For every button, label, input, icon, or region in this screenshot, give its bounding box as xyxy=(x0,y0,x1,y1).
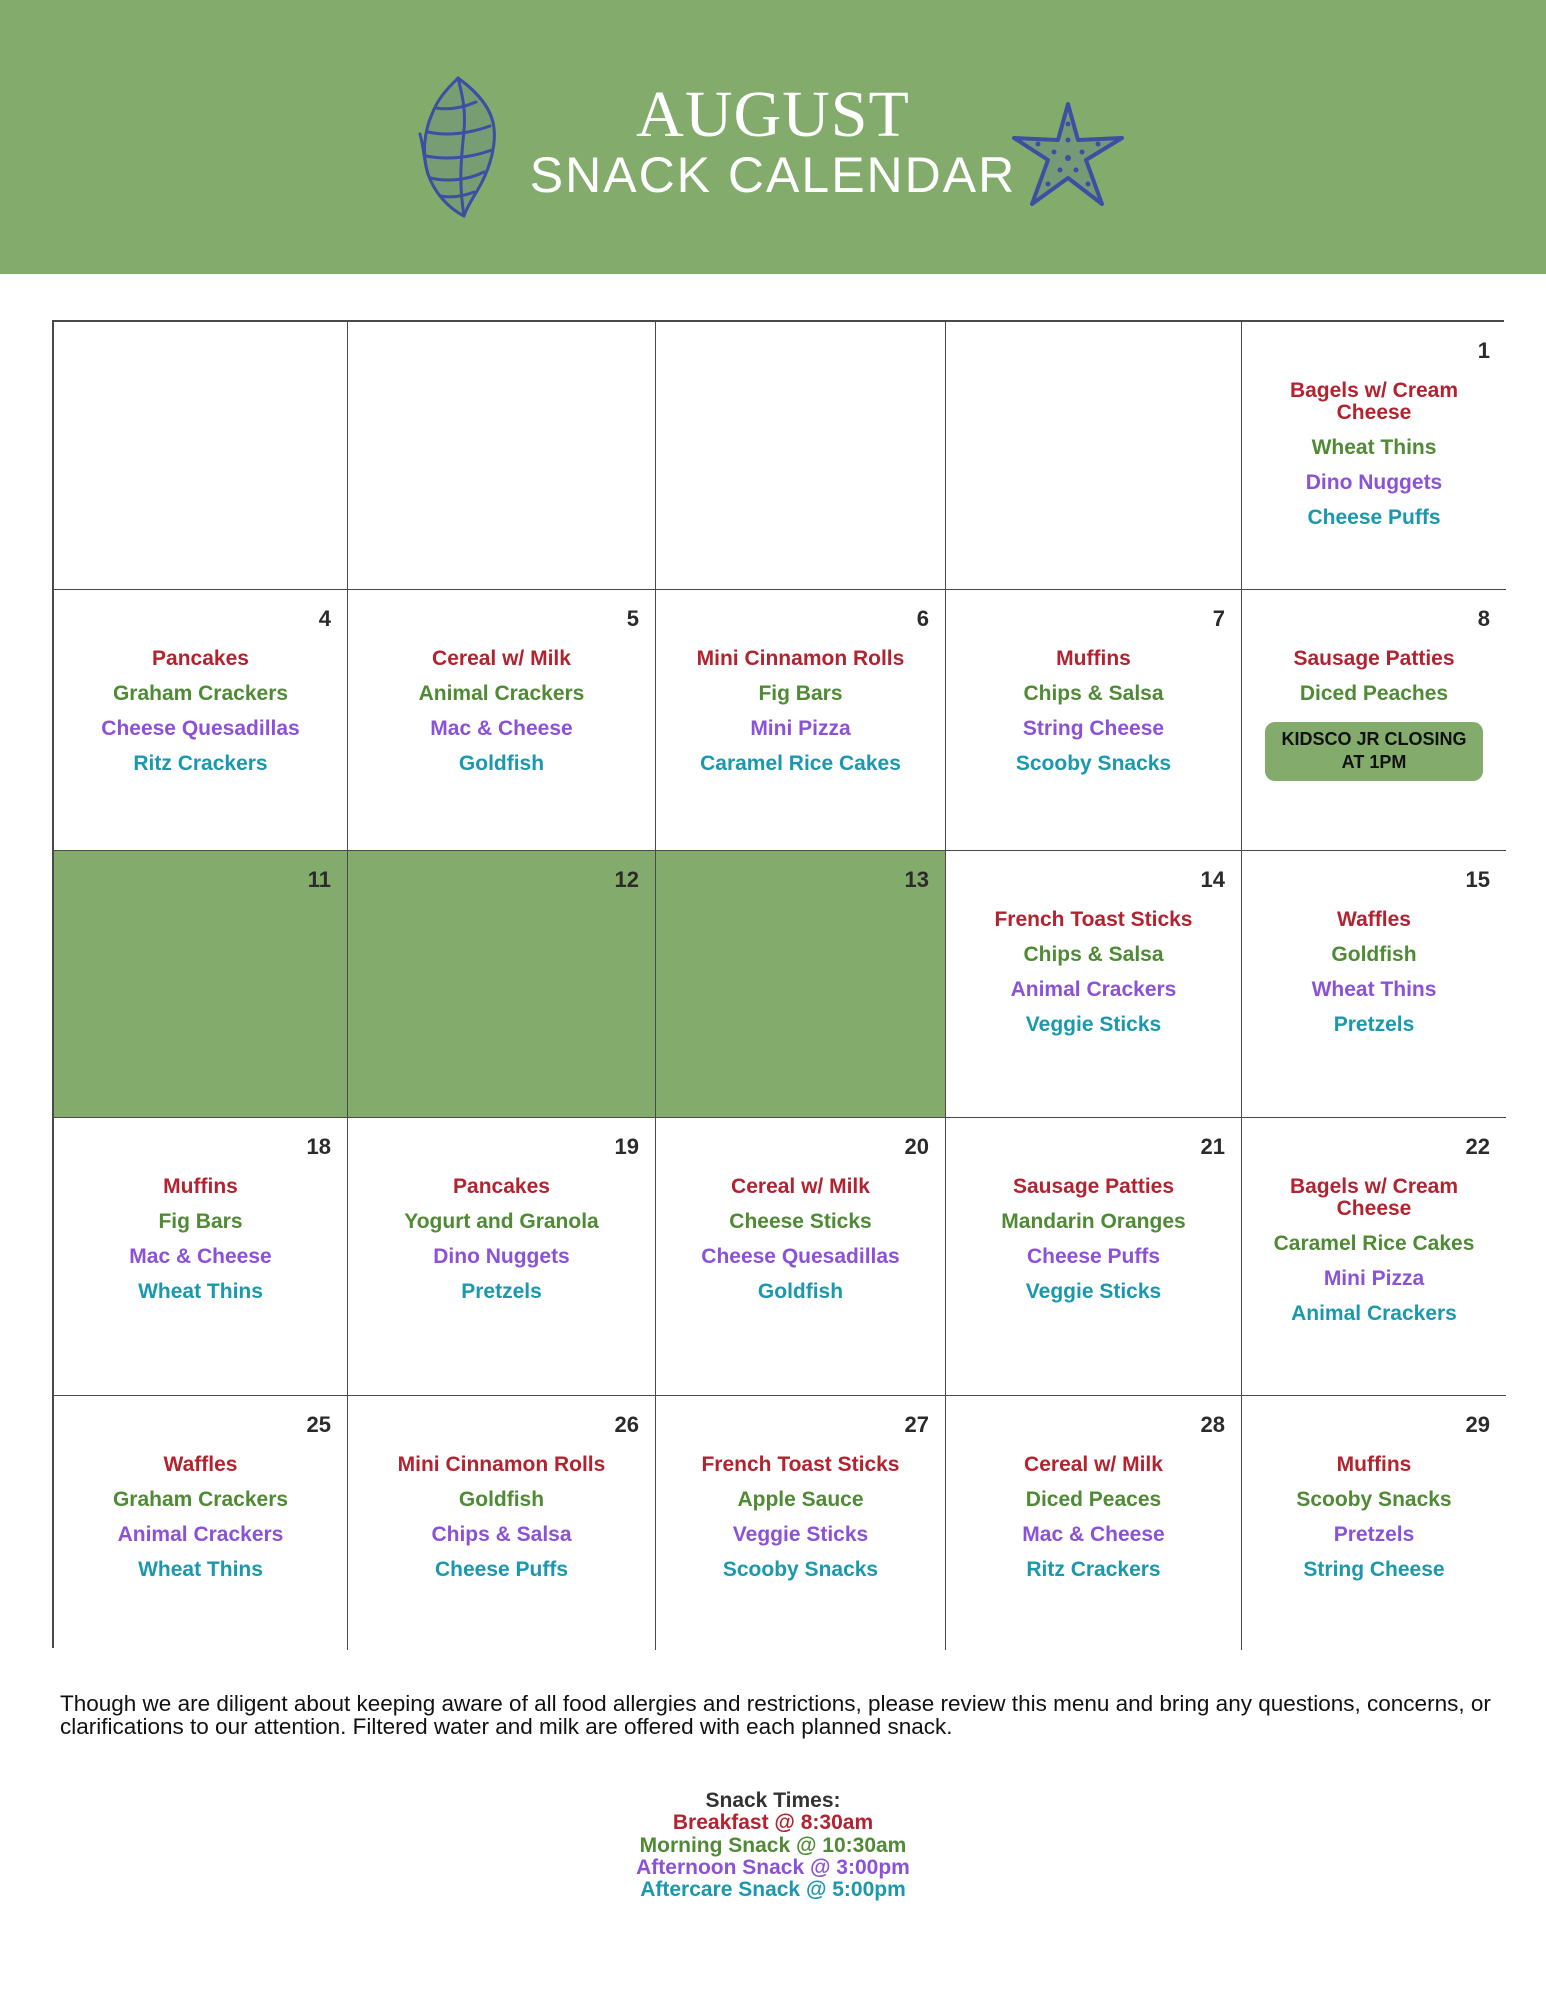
snack-item: Animal Crackers xyxy=(117,1523,284,1547)
snack-item: Chips & Salsa xyxy=(1023,682,1164,706)
snack-list xyxy=(62,1454,339,1594)
snack-item: Pretzels xyxy=(1333,1523,1415,1547)
snack-list xyxy=(1250,648,1498,781)
snack-item: Animal Crackers xyxy=(418,682,585,706)
snack-item: Pancakes xyxy=(453,1175,550,1198)
closing-badge: KIDSCO JR CLOSING AT 1PM xyxy=(1265,722,1483,781)
day-number: 11 xyxy=(307,867,331,892)
snack-item: Bagels w/ Cream Cheese xyxy=(1289,379,1459,425)
snack-item: Mini Pizza xyxy=(1323,1267,1425,1291)
day-number: 4 xyxy=(318,606,331,631)
day-cell xyxy=(656,322,946,590)
day-cell xyxy=(1242,322,1506,590)
snack-item: Cheese Sticks xyxy=(729,1210,872,1234)
snack-item: Cheese Puffs xyxy=(434,1558,569,1582)
snack-item: Yogurt and Granola xyxy=(404,1210,599,1234)
snack-item: Fig Bars xyxy=(758,682,843,706)
snack-times xyxy=(0,1790,1546,1901)
snack-item: Veggie Sticks xyxy=(1025,1280,1162,1304)
snack-item: French Toast Sticks xyxy=(994,908,1193,931)
snack-item: Cereal w/ Milk xyxy=(731,1175,870,1198)
snack-item: Veggie Sticks xyxy=(732,1523,869,1547)
day-number: 22 xyxy=(1465,1134,1490,1159)
day-number: 28 xyxy=(1200,1412,1225,1437)
day-cell xyxy=(54,590,348,851)
snack-item: Mac & Cheese xyxy=(430,717,573,741)
day-cell xyxy=(656,590,946,851)
day-number: 26 xyxy=(614,1412,639,1437)
snack-item: Ritz Crackers xyxy=(133,752,268,776)
day-cell xyxy=(656,1118,946,1396)
snack-list xyxy=(954,648,1233,788)
day-cell xyxy=(54,851,348,1118)
snack-list xyxy=(62,1176,339,1316)
snack-item: Wheat Thins xyxy=(1311,978,1437,1002)
snack-item: Apple Sauce xyxy=(737,1488,864,1512)
snack-item: Bagels w/ Cream Cheese xyxy=(1289,1175,1459,1221)
snack-list xyxy=(356,1176,647,1316)
snack-time-aftercare: Aftercare Snack @ 5:00pm xyxy=(640,1878,906,1901)
snack-item: Waffles xyxy=(163,1453,238,1476)
day-cell xyxy=(946,1118,1242,1396)
snack-item: Graham Crackers xyxy=(112,682,289,706)
day-number: 20 xyxy=(904,1134,929,1159)
snack-item: Scooby Snacks xyxy=(1015,752,1172,776)
snack-item: Graham Crackers xyxy=(112,1488,289,1512)
snack-list xyxy=(664,1454,937,1594)
day-number: 13 xyxy=(904,867,929,892)
day-cell xyxy=(54,1396,348,1650)
snack-item: Fig Bars xyxy=(158,1210,243,1234)
day-cell xyxy=(1242,1118,1506,1396)
snack-item: String Cheese xyxy=(1303,1558,1445,1582)
allergy-notice: Though we are diligent about keeping aware of all food allergies and restrictions, please review this menu and bring any questions, concerns, or clarifications to our attention. Filtered water and milk are offered with each planned snack. xyxy=(60,1691,1491,1740)
day-number: 6 xyxy=(916,606,929,631)
snack-item: Cheese Quesadillas xyxy=(701,1245,900,1269)
snack-list xyxy=(1250,909,1498,1049)
snack-list xyxy=(356,648,647,788)
day-number: 7 xyxy=(1212,606,1225,631)
snack-item: Chips & Salsa xyxy=(431,1523,572,1547)
snack-list xyxy=(356,1454,647,1594)
header-banner xyxy=(0,0,1546,274)
day-number: 14 xyxy=(1200,867,1225,892)
day-cell xyxy=(656,851,946,1118)
snack-item: Diced Peaces xyxy=(1025,1488,1162,1512)
snack-item: Cheese Puffs xyxy=(1026,1245,1161,1269)
snack-item: Scooby Snacks xyxy=(1296,1488,1452,1512)
snack-list xyxy=(62,648,339,788)
day-number: 29 xyxy=(1465,1412,1490,1437)
snack-item: Ritz Crackers xyxy=(1026,1558,1161,1582)
snack-item: Goldfish xyxy=(757,1280,844,1304)
snack-item: Mac & Cheese xyxy=(1022,1523,1165,1547)
snack-time-morning: Morning Snack @ 10:30am xyxy=(639,1833,907,1857)
snack-item: Cheese Puffs xyxy=(1307,506,1441,530)
snack-item: Caramel Rice Cakes xyxy=(1273,1232,1475,1256)
day-number: 15 xyxy=(1465,867,1490,892)
day-cell xyxy=(946,1396,1242,1650)
snack-item: Animal Crackers xyxy=(1291,1302,1457,1326)
snack-item: Scooby Snacks xyxy=(722,1558,879,1582)
snack-item: Sausage Patties xyxy=(1012,1175,1175,1198)
snack-list xyxy=(1250,380,1498,542)
snack-item: Goldfish xyxy=(458,1488,545,1512)
snack-item: Caramel Rice Cakes xyxy=(700,752,901,776)
day-cell xyxy=(348,851,656,1118)
page-subtitle: SNACK CALENDAR xyxy=(529,147,1017,203)
snack-item: Mini Cinnamon Rolls xyxy=(696,647,905,670)
snack-item: Wheat Thins xyxy=(1311,436,1437,460)
snack-item: Muffins xyxy=(1336,1453,1412,1476)
snack-item: French Toast Sticks xyxy=(701,1453,900,1476)
snack-list xyxy=(954,909,1233,1049)
day-number: 5 xyxy=(626,606,639,631)
snack-item: Waffles xyxy=(1337,908,1411,931)
snack-item: Mac & Cheese xyxy=(129,1245,272,1269)
snack-item: Dino Nuggets xyxy=(433,1245,570,1269)
day-cell xyxy=(54,1118,348,1396)
snack-item: Chips & Salsa xyxy=(1023,943,1164,967)
snack-time-afternoon: Afternoon Snack @ 3:00pm xyxy=(636,1855,910,1879)
snack-list xyxy=(954,1176,1233,1316)
snack-item: Dino Nuggets xyxy=(1305,471,1443,495)
day-number: 27 xyxy=(904,1412,929,1437)
day-number: 8 xyxy=(1477,606,1490,631)
day-cell xyxy=(348,322,656,590)
day-cell xyxy=(1242,590,1506,851)
snack-item: Pretzels xyxy=(1333,1013,1415,1037)
snack-item: Diced Peaches xyxy=(1299,682,1449,706)
day-number: 25 xyxy=(306,1412,331,1437)
snack-item: Mini Cinnamon Rolls xyxy=(397,1453,606,1476)
snack-item: Veggie Sticks xyxy=(1025,1013,1162,1037)
snack-item: Muffins xyxy=(1056,647,1131,670)
snack-times-title: Snack Times: xyxy=(705,1789,841,1812)
snack-list xyxy=(664,648,937,788)
day-number: 1 xyxy=(1477,338,1490,363)
day-number: 21 xyxy=(1200,1134,1225,1159)
snack-item: Mini Pizza xyxy=(750,717,851,741)
snack-list xyxy=(1250,1176,1498,1338)
snack-item: Wheat Thins xyxy=(138,1280,263,1304)
snack-item: String Cheese xyxy=(1022,717,1165,741)
snack-item: Wheat Thins xyxy=(138,1558,263,1582)
snack-item: Sausage Patties xyxy=(1293,647,1455,670)
day-number: 19 xyxy=(614,1134,639,1159)
day-cell xyxy=(656,1396,946,1650)
day-cell xyxy=(946,851,1242,1118)
snack-item: Cheese Quesadillas xyxy=(101,717,300,741)
day-cell xyxy=(348,1118,656,1396)
day-cell xyxy=(1242,1396,1506,1650)
snack-time-breakfast: Breakfast @ 8:30am xyxy=(672,1811,874,1835)
snack-item: Animal Crackers xyxy=(1010,978,1177,1002)
snack-item: Goldfish xyxy=(1331,943,1417,967)
snack-item: Muffins xyxy=(163,1175,238,1198)
snack-item: Goldfish xyxy=(458,752,545,776)
snack-item: Cereal w/ Milk xyxy=(432,647,571,670)
snack-item: Pancakes xyxy=(152,647,249,670)
day-cell xyxy=(348,590,656,851)
day-cell xyxy=(1242,851,1506,1118)
snack-item: Cereal w/ Milk xyxy=(1024,1453,1163,1476)
day-cell xyxy=(54,322,348,590)
page-title: AUGUST xyxy=(636,78,910,151)
day-cell xyxy=(348,1396,656,1650)
day-cell xyxy=(946,322,1242,590)
day-number: 18 xyxy=(306,1134,331,1159)
snack-item: Pretzels xyxy=(461,1280,542,1304)
calendar-grid xyxy=(52,320,1504,1648)
snack-list xyxy=(954,1454,1233,1594)
snack-list xyxy=(1250,1454,1498,1594)
snack-list xyxy=(664,1176,937,1316)
snack-item: Mandarin Oranges xyxy=(1001,1210,1186,1234)
day-cell xyxy=(946,590,1242,851)
day-number: 12 xyxy=(614,867,639,892)
